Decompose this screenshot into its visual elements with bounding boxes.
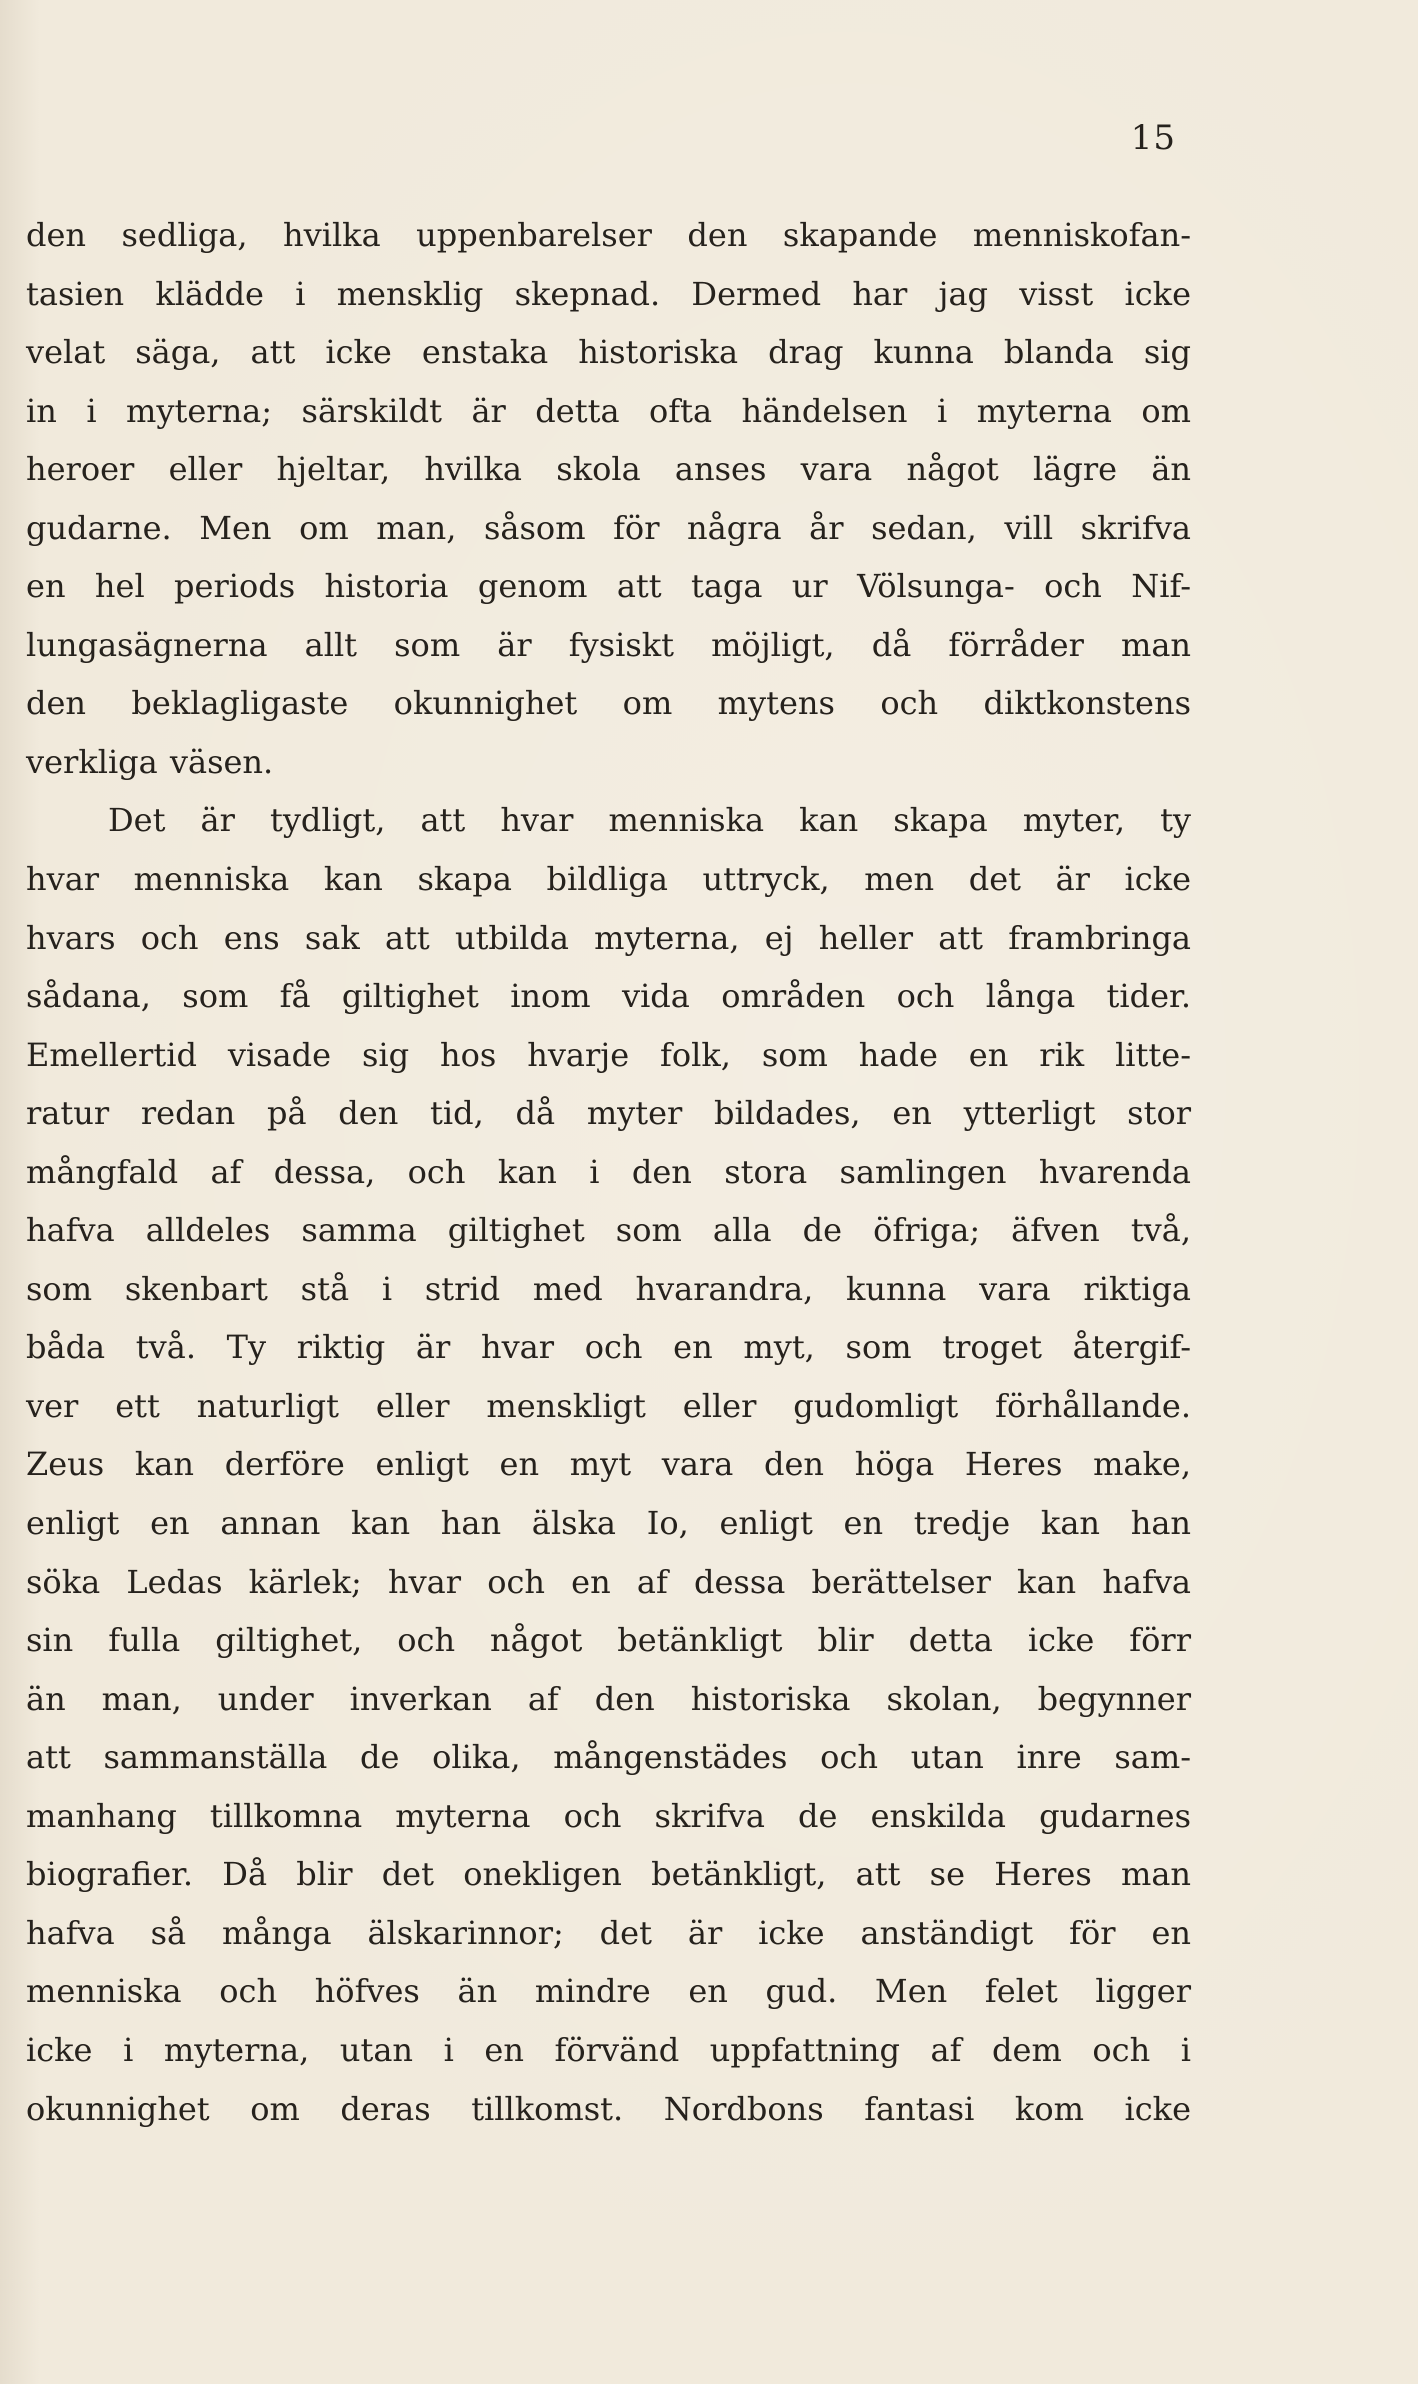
text-line: som skenbart stå i strid med hvarandra, kunna vara riktiga	[26, 1269, 1191, 1308]
text-line: Det är tydligt, att hvar menniska kan skapa myter, ty	[108, 801, 1191, 840]
text-line: icke i myterna, utan i en förvänd uppfattning af dem och i	[26, 2030, 1191, 2069]
text-line: sin fulla giltighet, och något betänkligt blir detta icke förr	[26, 1621, 1191, 1660]
text-line: hafva alldeles samma giltighet som alla de öfriga; äfven två,	[26, 1211, 1191, 1250]
text-line: menniska och höfves än mindre en gud. Men felet ligger	[26, 1972, 1191, 2011]
text-line: att sammanställa de olika, mångenstädes och utan inre sam-	[26, 1738, 1191, 1777]
text-line: gudarne. Men om man, såsom för några år sedan, vill skrifva	[26, 508, 1191, 547]
text-line: sådana, som få giltighet inom vida områden och långa tider.	[26, 977, 1191, 1016]
text-line: biografier. Då blir det onekligen betänkligt, att se Heres man	[26, 1855, 1191, 1894]
text-line: mångfald af dessa, och kan i den stora samlingen hvarenda	[26, 1152, 1191, 1191]
text-line: Zeus kan derföre enligt en myt vara den höga Heres make,	[26, 1445, 1191, 1484]
text-line: båda två. Ty riktig är hvar och en myt, som troget återgif-	[26, 1328, 1191, 1367]
body-text	[26, 206, 1191, 2138]
text-line: ratur redan på den tid, då myter bildades, en ytterligt stor	[26, 1094, 1191, 1133]
text-line: hvar menniska kan skapa bildliga uttryck, men det är icke	[26, 860, 1191, 899]
text-line: Emellertid visade sig hos hvarje folk, som hade en rik litte-	[26, 1035, 1191, 1074]
text-line: hafva så många älskarinnor; det är icke anständigt för en	[26, 1913, 1191, 1952]
text-line: manhang tillkomna myterna och skrifva de enskilda gudarnes	[26, 1796, 1191, 1835]
text-line: en hel periods historia genom att taga ur Völsunga- och Nif-	[26, 567, 1191, 606]
text-line: in i myterna; särskildt är detta ofta händelsen i myterna om	[26, 391, 1191, 430]
text-line: ver ett naturligt eller menskligt eller gudomligt förhållande.	[26, 1386, 1191, 1425]
text-line: söka Ledas kärlek; hvar och en af dessa berättelser kan hafva	[26, 1562, 1191, 1601]
text-line: verkliga väsen.	[26, 742, 274, 781]
text-line: velat säga, att icke enstaka historiska drag kunna blanda sig	[26, 333, 1191, 372]
text-line: hvars och ens sak att utbilda myterna, ej heller att frambringa	[26, 918, 1191, 957]
text-line: okunnighet om deras tillkomst. Nordbons fantasi kom icke	[26, 2089, 1191, 2128]
text-line: den beklagligaste okunnighet om mytens och diktkonstens	[26, 684, 1191, 723]
text-line: än man, under inverkan af den historiska skolan, begynner	[26, 1679, 1191, 1718]
text-line: lungasägnerna allt som är fysiskt möjligt, då förråder man	[26, 625, 1191, 664]
text-line: den sedliga, hvilka uppenbarelser den skapande menniskofan-	[26, 216, 1191, 254]
text-line: tasien klädde i mensklig skepnad. Dermed har jag visst icke	[26, 274, 1191, 313]
text-line: enligt en annan kan han älska Io, enligt en tredje kan han	[26, 1504, 1191, 1543]
text-line: heroer eller hjeltar, hvilka skola anses vara något lägre än	[26, 450, 1191, 489]
page-number: 15	[1130, 118, 1176, 158]
